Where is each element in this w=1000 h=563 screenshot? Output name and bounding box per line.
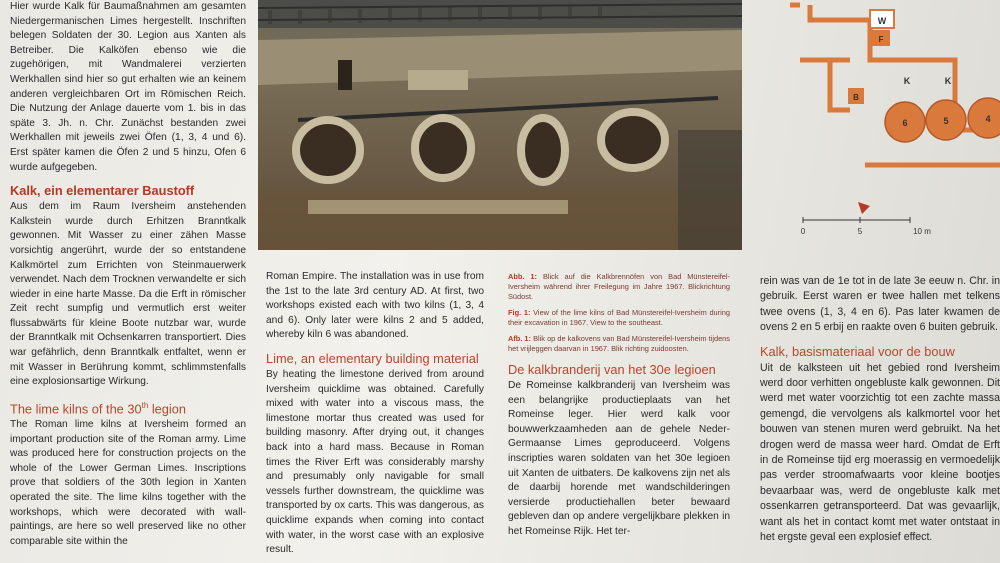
right-column (760, 274, 1000, 546)
heading-lime-en: Lime, an elementary building material (266, 350, 479, 366)
plan-label-w: W (877, 16, 887, 26)
cont-text-en: Roman Empire. The installation was in use from the 1st to the late 3rd century AD. At first, two workshops existed each with two kilns (1, 3, 4 and 6). Only later were kilns 2 and 5 added, whereby kiln 6 was abandoned. (266, 271, 484, 341)
heading-en: The lime kilns of the 30th legion (10, 400, 186, 417)
body-nl-left: De Romeinse kalkbranderij van Iversheim was een belangrijke productieplaats van het Romeinse leger. Hier werd kalk voor bouwwerkzaamheden aan de gehele Neder-Germaanse Limes geproduceerd. Volgens inscripties waren soldaten van het 30e legioen uit Xanten de uitbaters. De kalkovens zijn net als de daarbij horende met wandschilderingen versierde productiehallen beter bewaard gebleven dan op andere vergelijkbare plekken in het Romeinse Rijk. Het ter- (508, 380, 730, 537)
heading-nl-kalkbranderij: De kalkbranderij van het 30e legioen (508, 362, 716, 377)
kiln-photo-graphic (258, 0, 742, 250)
plan-label-f: F (878, 35, 884, 44)
body-text-en: The Roman lime kilns at Iversheim formed an important production site of the Roman army. Lime was produced here for construction projects on the whole of the Lower German Limes. Inscriptions prove that soldiers of the 30th legion in Xanten operated the site. The lime kilns together with the workshops, which were decorated with wall-paintings, are here so well preserved like no other comparable site within the (10, 419, 246, 547)
plan-label-k2: K (944, 76, 952, 86)
cont-text-nl: rein was van de 1e tot in de late 3e eeuw n. Chr. in gebruik. Eerst waren er twee hallen met telkens twee ovens (1, 3, 4 en 6). Pas later kwamen de ovens 2 en 5 erbij en raakte oven 6 buiten gebruik. (760, 275, 1000, 334)
site-plan (770, 0, 1000, 245)
north-arrow-icon (858, 202, 870, 214)
site-plan-graphic (770, 0, 1000, 245)
excavation-photo (258, 0, 742, 250)
plan-label-5: 5 (943, 116, 949, 126)
plan-label-4: 4 (985, 114, 991, 124)
middle-column (266, 270, 484, 558)
heading-de: Kalk, ein elementarer Baustoff (10, 183, 195, 199)
scale-label-5: 5 (857, 227, 863, 236)
heading-nl-kalk: Kalk, basismateriaal voor de bouw (760, 343, 955, 359)
plan-label-k1: K (903, 76, 911, 86)
caption-de: Abb. 1: Blick auf die Kalkbrennöfen von Bad Münstereifel-Iversheim während ihrer Freilegung im Jahre 1967. Blickrichtung Südost. (508, 272, 730, 301)
intro-text-de: Hier wurde Kalk für Baumaßnahmen am gesamten Niedergermanischen Limes hergestellt. Inschriften belegen Soldaten der 30. Legion aus Xanten als Betreiber. Die Kalköfen ebenso wie die zugehörigen, mit Wandmalerei verzierten Werkhallen sind hier so gut erhalten wie an keinem anderen vergleichbaren Ort im Römischen Reich. Die Nutzung der Anlage dauerte vom 1. bis in das späte 3. Jh. n. Chr. Zunächst bestanden zwei Werkhallen mit jeweils zwei Öfen (1, 3, 4 und 6). Erst später kamen die Öfen 2 und 5 hinzu, Ofen 6 wurde aufgegeben. (10, 1, 246, 173)
caption-en: Fig. 1: View of the lime kilns of Bad Münstereifel-Iversheim during their excavation in 1967. View to the southeast. (508, 308, 730, 327)
caption-column (508, 272, 730, 540)
scale-label-0: 0 (800, 227, 806, 236)
body-lime-en: By heating the limestone derived from around Iversheim quicklime was obtained. Carefully mixed with water into a viscous mass, the limestone mortar thus created was used for building masonry. After drying out, it changes back into a hard mass. Because in Roman times the River Erft was considerably marshy and presumably only navigable for small vessels further downstream, the quicklime was transported by ox carts. This was dangerous, as quicklime expands when coming into contact with water, in the worst case with an explosive result. (266, 368, 484, 556)
body-nl-right: Uit de kalksteen uit het gebied rond Iversheim werd door verhitten ongebluste kalk gewonnen. Dit werd met water voorzichtig tot een zachte massa gemengd, die vervolgens als kalkmortel voor het bouwen van stenen muren werd gebruikt. Na het drogen werd de massa weer hard. Omdat de Erft in de Romeinse tijd erg moerassig en vermoedelijk pas verder stroomafwaarts voor kleine bootjes bevaarbaar was, werd de ongebluste kalk met ossenkarren getransporteerd. Dat was gevaarlijk, want als het in contact komt met water ontstaat in het ergste geval een explosief effect. (760, 361, 1000, 544)
plan-label-b: B (853, 93, 859, 102)
plan-label-6: 6 (902, 118, 908, 128)
left-column (10, 0, 246, 549)
body-text-de: Aus dem im Raum Iversheim anstehenden Kalkstein wurde durch Erhitzen Branntkalk gewonnen. Mit Wasser zu einer zähen Masse vorsichtig angerührt, wurde der so entstandene Kalkmörtel zum Errichten von Steinmauerwerk verwendet. Nach dem Trocknen verwandelte er sich wieder in eine harte Masse. Da die Erft in römischer Zeit recht sumpfig und vermutlich erst weiter flussabwärts für kleine Boote nutzbar war, wurde der Branntkalk mit Ochsenkarren transportiert. Dies war gefährlich, denn Branntkalk entfaltet, wenn er mit Wasser in Berührung kommt, schlimmstenfalls eine explosionsartige Wirkung. (10, 201, 246, 388)
caption-nl: Afb. 1: Blik op de kalkovens van Bad Münstereifel-Iversheim tijdens het vrijleggen daarvan in 1967. Blik richting zuidoosten. (508, 334, 730, 353)
scale-label-10: 10 m (913, 227, 931, 236)
